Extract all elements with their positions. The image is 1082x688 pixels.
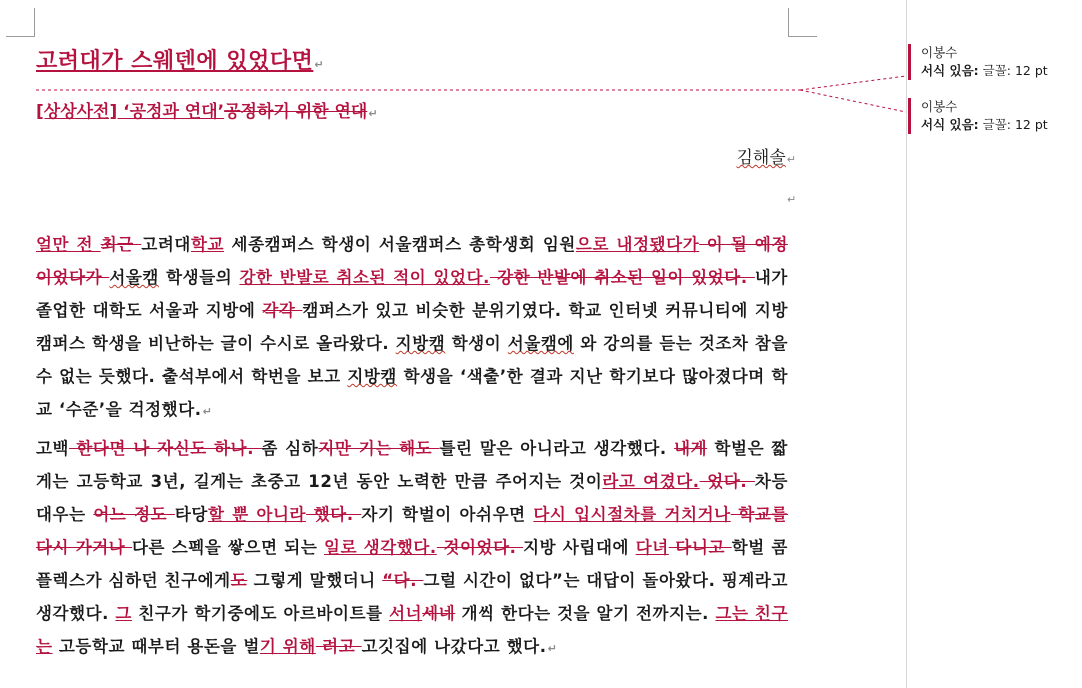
inserted-text: 할 뿐 아니라 — [207, 505, 307, 524]
body-text: 세종캠퍼스 학생이 서울캠퍼스 총학생회 임원 — [224, 235, 576, 254]
body-text: 내가 졸업한 대학도 서울과 지방에 — [36, 268, 788, 320]
paragraph-mark-icon: ↵ — [202, 405, 213, 418]
document-subtitle[interactable] — [36, 97, 796, 122]
inserted-text: 다녀 — [635, 538, 669, 557]
deleted-text: 각각 — [262, 301, 303, 320]
body-text: 틀린 말은 아니라고 생각했다. — [439, 439, 675, 458]
balloon-author: 이봉수 — [921, 45, 958, 60]
deleted-text: 것이었다. — [436, 538, 524, 557]
spellcheck-text: 지방캠 — [395, 334, 446, 353]
body-paragraph-2[interactable] — [36, 432, 788, 665]
deleted-text: 었다. — [699, 472, 755, 491]
inserted-text: 기 위해 — [259, 637, 316, 656]
author-text: 김해솔 — [736, 148, 786, 168]
balloon-label: 서식 있음: — [921, 117, 979, 132]
paragraph-mark-icon: ↵ — [547, 642, 558, 655]
inserted-text: 그는 친구는 — [36, 604, 788, 656]
body-text: 학생이 — [445, 334, 508, 353]
deleted-text: 한다면 나 자신도 하나. — [69, 439, 262, 458]
inserted-text: 라고 여겼다. — [602, 472, 700, 491]
body-paragraph-1[interactable] — [36, 228, 788, 428]
body-text: 차등 대우는 — [36, 472, 788, 524]
inserted-text: 얼만 전 — [36, 235, 101, 254]
body-text: 와 강의를 듣는 것조차 참을 수 없는 듯했다. 출석부에서 학번을 보고 — [36, 334, 788, 386]
body-text: 타당 — [174, 505, 208, 524]
deleted-text: 려고 — [315, 637, 362, 656]
empty-paragraph-mark-icon: ↵ — [787, 193, 797, 206]
title-inserted-text: 고려대가 스웨덴에 있었다면 — [36, 49, 314, 74]
body-text: 학벌 콤플렉스가 심하던 친구에게 — [36, 538, 788, 590]
margin-crop-mark-left — [6, 8, 35, 37]
body-text: 다른 스펙을 쌓으면 되는 — [132, 538, 325, 557]
inserted-text: 일로 생각했다. — [324, 538, 437, 557]
body-text: 친구가 학기중에도 아르바이트를 — [131, 604, 390, 623]
body-text: 개씩 한다는 것을 알기 전까지는. — [455, 604, 716, 623]
deleted-text: 어느 정도 — [93, 505, 175, 524]
margin-crop-mark-right — [788, 8, 817, 37]
format-change-balloon-2[interactable] — [908, 98, 1082, 134]
spellcheck-text: 서울캠에 — [507, 334, 574, 353]
inserted-text: 서너 — [389, 604, 423, 623]
balloon-detail: 글꼴: 12 pt — [978, 117, 1048, 132]
deleted-text: 내게 — [674, 439, 708, 458]
body-text: 캠퍼스가 있고 비슷한 분위기였다. 학교 인터넷 커뮤니티에 지방캠퍼스 학생을 비난하는 글이 수시로 올라왔다. — [36, 301, 788, 353]
balloon-detail: 글꼴: 12 pt — [978, 63, 1048, 78]
deleted-text: 지만 기는 해도 — [318, 439, 440, 458]
balloon-author: 이봉수 — [921, 99, 958, 114]
paragraph-mark-icon: ↵ — [368, 107, 378, 120]
body-text: 고깃집에 나갔다고 했다. — [361, 637, 547, 656]
paragraph-mark-icon: ↵ — [786, 153, 796, 166]
spellcheck-text: 서울캠 — [109, 268, 159, 287]
body-text: 학벌은 짧게는 고등학교 3년, 길게는 초중고 12년 동안 노력한 만큼 주어지는 것이 — [36, 439, 788, 491]
subtitle-deleted-text: 공정하기 위한 연대 — [224, 102, 368, 122]
body-text: 고백 — [36, 439, 70, 458]
body-text: 고등학교 때부터 용돈을 벌 — [52, 637, 260, 656]
body-text: 좀 심하 — [261, 439, 319, 458]
paragraph-mark-icon: ↵ — [314, 58, 325, 71]
body-text: 자기 학벌이 아쉬우면 — [361, 505, 534, 524]
inserted-text: 학교 — [190, 235, 225, 254]
inserted-text: 강한 반발로 취소된 적이 있었다. — [239, 268, 490, 287]
deleted-text: 다니고 — [668, 538, 732, 557]
body-text: 그럴 시간이 없다”는 대답이 돌아왔다. 핑계라고 생각했다. — [36, 571, 788, 623]
deleted-text: “다. — [382, 571, 424, 590]
body-text: 학생을 ‘색출’한 결과 지난 학기보다 많아졌다며 학교 ‘수준’을 걱정했다. — [36, 367, 788, 419]
deleted-text: 이 될 예정이었다가 — [36, 235, 788, 287]
body-text: 지방 사립대에 — [523, 538, 636, 557]
author-name[interactable] — [600, 143, 796, 168]
spellcheck-text: 지방캠 — [347, 367, 397, 386]
body-text: 고려대 — [141, 235, 191, 254]
format-change-balloon-1[interactable] — [908, 44, 1082, 80]
deleted-text: 최근 — [100, 235, 142, 254]
deleted-text: 세네 — [422, 604, 456, 623]
inserted-text: 다시 입시절차를 거치거나 — [533, 505, 731, 524]
subtitle-inserted-text: [상상사전] ‘공정과 연대’ — [36, 102, 225, 122]
body-text: 학생들의 — [158, 268, 240, 287]
deleted-text: 강한 반발에 취소된 일이 있었다. — [490, 268, 755, 287]
deleted-text: 학교를 다시 가거나 — [36, 505, 789, 557]
deleted-text: 했다. — [306, 505, 362, 524]
inserted-text: 그 — [115, 604, 132, 623]
body-text: 그렇게 말했더니 — [247, 571, 383, 590]
deleted-text: 도 — [230, 571, 248, 590]
balloon-label: 서식 있음: — [921, 63, 979, 78]
document-title[interactable] — [36, 44, 796, 75]
inserted-text: 으로 내정됐다가 — [575, 235, 700, 254]
